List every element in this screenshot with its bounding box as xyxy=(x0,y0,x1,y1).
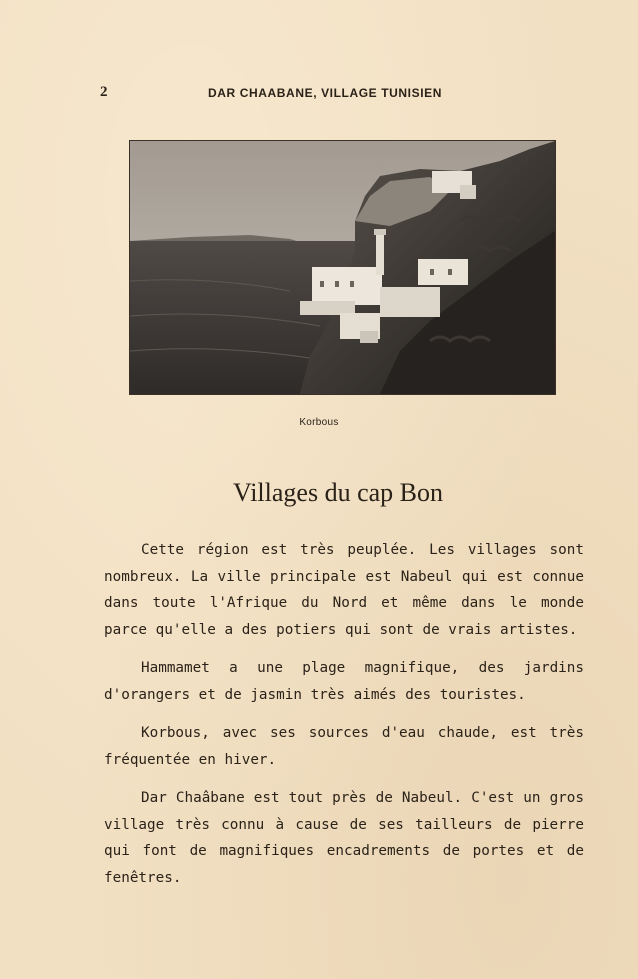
paragraph: Korbous, avec ses sources d'eau chaude, est très fréquentée en hiver. xyxy=(104,725,584,768)
photo-caption: Korbous xyxy=(299,417,339,428)
korbous-photograph xyxy=(129,140,556,395)
paragraph: Cette région est très peuplée. Les villages sont nombreux. La ville principale est Nabeul qui est connue dans toute l'Afrique du Nord et même dans le monde parce qu'elle a des potiers qui sont de vrais artistes. xyxy=(104,542,584,638)
page-number: 2 xyxy=(100,84,108,100)
section-title: Villages du cap Bon xyxy=(232,478,443,507)
page-header xyxy=(100,84,540,104)
paragraph: Hammamet a une plage magnifique, des jardins d'orangers et de jasmin très aimés des touristes. xyxy=(104,660,584,703)
body-text xyxy=(104,537,584,903)
running-title: DAR CHAABANE, VILLAGE TUNISIEN xyxy=(208,86,443,100)
paragraph: Dar Chaâbane est tout près de Nabeul. C'est un gros village très connu à cause de ses tailleurs de pierre qui font de magnifiques encadrements de portes et de fenêtres. xyxy=(104,790,584,886)
